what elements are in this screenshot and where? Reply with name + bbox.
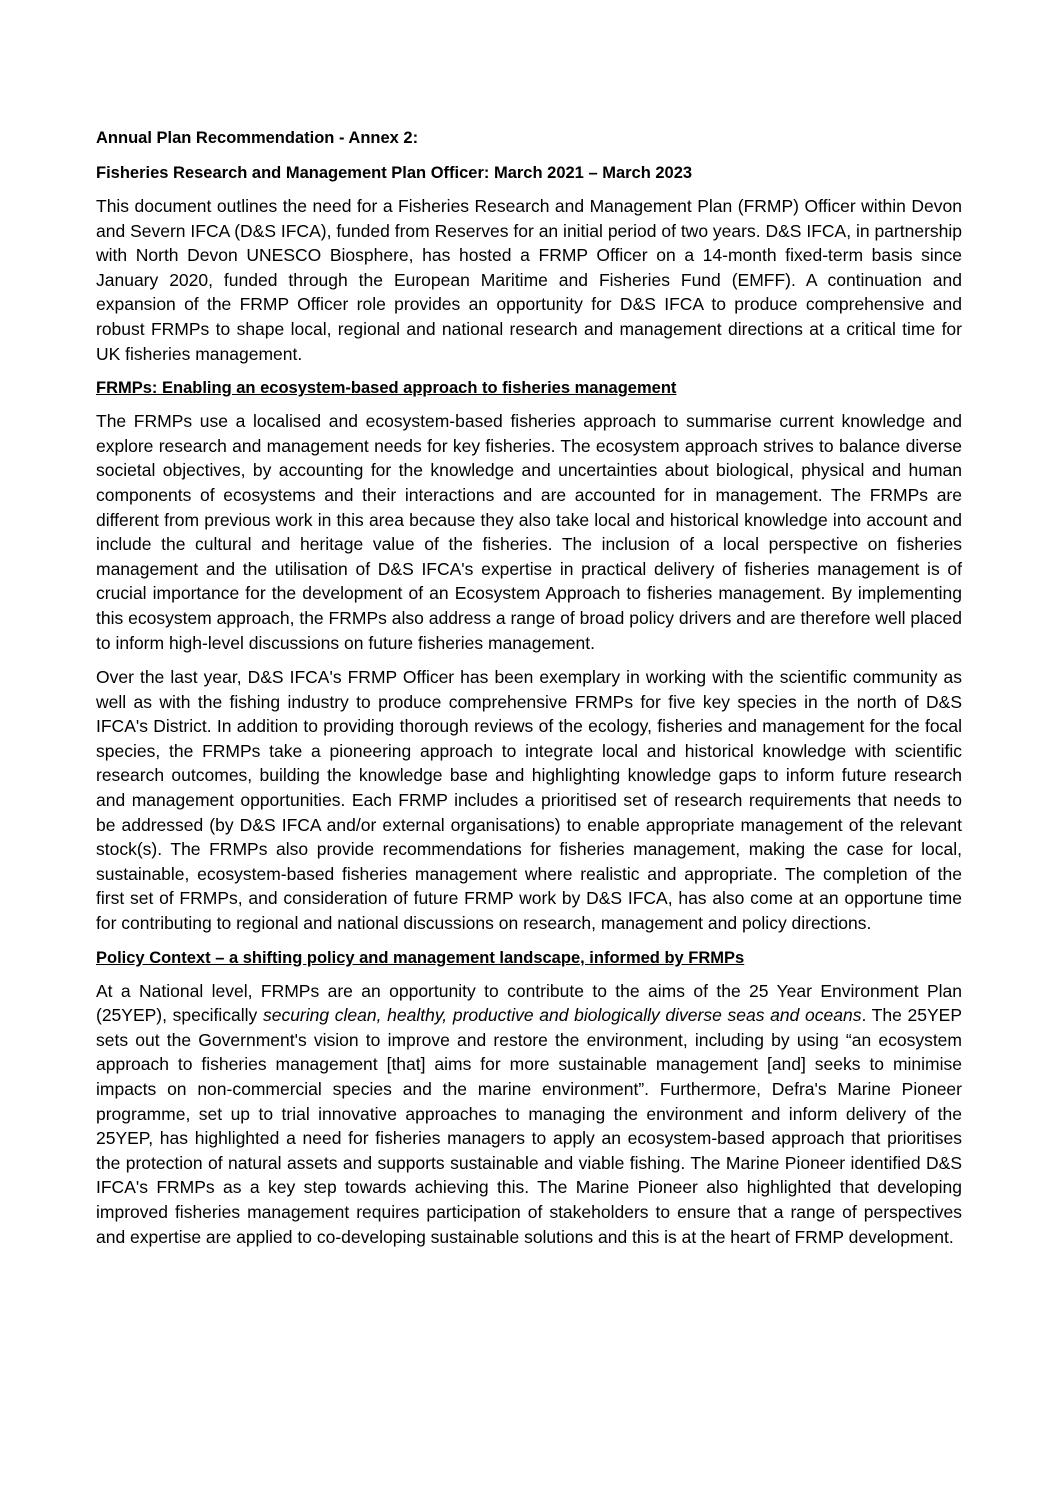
section-heading-policy: Policy Context – a shifting policy and management landscape, informed by FRMPs (96, 948, 745, 967)
policy-paragraph (96, 979, 962, 1250)
intro-paragraph: This document outlines the need for a Fisheries Research and Management Plan (FRMP) Officer within Devon and Severn IFCA (D&S IFCA), funded from Reserves for an initial period of two years. D&S IFCA, in partnership with North Devon UNESCO Biosphere, has hosted a FRMP Officer on a 14-month fixed-term basis since January 2020, funded through the European Maritime and Fisheries Fund (EMFF). A continuation and expansion of the FRMP Officer role provides an opportunity for D&S IFCA to produce comprehensive and robust FRMPs to shape local, regional and national research and management directions at a critical time for UK fisheries management. (96, 196, 962, 364)
frmps-paragraph-2: Over the last year, D&S IFCA's FRMP Officer has been exemplary in working with the scientific community as well as with the fishing industry to produce comprehensive FRMPs for five key species in the north of D&S IFCA's District. In addition to providing thorough reviews of the ecology, fisheries and management for the focal species, the FRMPs take a pioneering approach to integrate local and historical knowledge with scientific research outcomes, building the knowledge base and highlighting knowledge gaps to inform future research and management opportunities. Each FRMP includes a prioritised set of research requirements that needs to be addressed (by D&S IFCA and/or external organisations) to enable appropriate management of the relevant stock(s). The FRMPs also provide recommendations for fisheries management, making the case for local, sustainable, ecosystem-based fisheries management where realistic and appropriate. The completion of the first set of FRMPs, and consideration of future FRMP work by D&S IFCA, has also come at an opportune time for contributing to regional and national discussions on research, management and policy directions. (96, 667, 962, 934)
document-title: Annual Plan Recommendation - Annex 2: (96, 129, 419, 147)
policy-text-italic: securing clean, healthy, productive and biologically diverse seas and oceans (262, 1005, 862, 1026)
policy-text-end: . The 25YEP sets out the Government's vision to improve and restore the environment, including by using “an ecosystem approach to fisheries management [that] aims for more sustainable management [and] seeks to minimise impacts on non-commercial species and the marine environment”. Furthermore, Defra's Marine Pioneer programme, set up to trial innovative approaches to managing the environment and inform delivery of the 25YEP, has highlighted a need for fisheries managers to apply an ecosystem-based approach that prioritises the protection of natural assets and supports sustainable and viable fishing. The Marine Pioneer identified D&S IFCA's FRMPs as a key step towards achieving this. The Marine Pioneer also highlighted that developing improved fisheries management requires participation of stakeholders to ensure that a range of perspectives and expertise are applied to co-developing sustainable solutions and this is at the heart of FRMP development. (96, 1005, 962, 1247)
document-page (96, 126, 962, 1259)
policy-text-start: At a National level, FRMPs are an opportunity to contribute to the aims of the 25 Year Environment Plan (25YEP), specifically (96, 980, 962, 1026)
section-heading-frmps: FRMPs: Enabling an ecosystem-based approach to fisheries management (96, 379, 677, 398)
document-subtitle: Fisheries Research and Management Plan Officer: March 2021 – March 2023 (96, 164, 693, 182)
frmps-paragraph-1: The FRMPs use a localised and ecosystem-based fisheries approach to summarise current knowledge and explore research and management needs for key fisheries. The ecosystem approach strives to balance diverse societal objectives, by accounting for the knowledge and uncertainties about biological, physical and human components of ecosystems and their interactions and are accounted for in management. The FRMPs are different from previous work in this area because they also take local and historical knowledge into account and include the cultural and heritage value of the fisheries. The inclusion of a local perspective on fisheries management and the utilisation of D&S IFCA's expertise in practical delivery of fisheries management is of crucial importance for the development of an Ecosystem Approach to fisheries management. By implementing this ecosystem approach, the FRMPs also address a range of broad policy drivers and are therefore well placed to inform high-level discussions on future fisheries management. (96, 411, 962, 653)
